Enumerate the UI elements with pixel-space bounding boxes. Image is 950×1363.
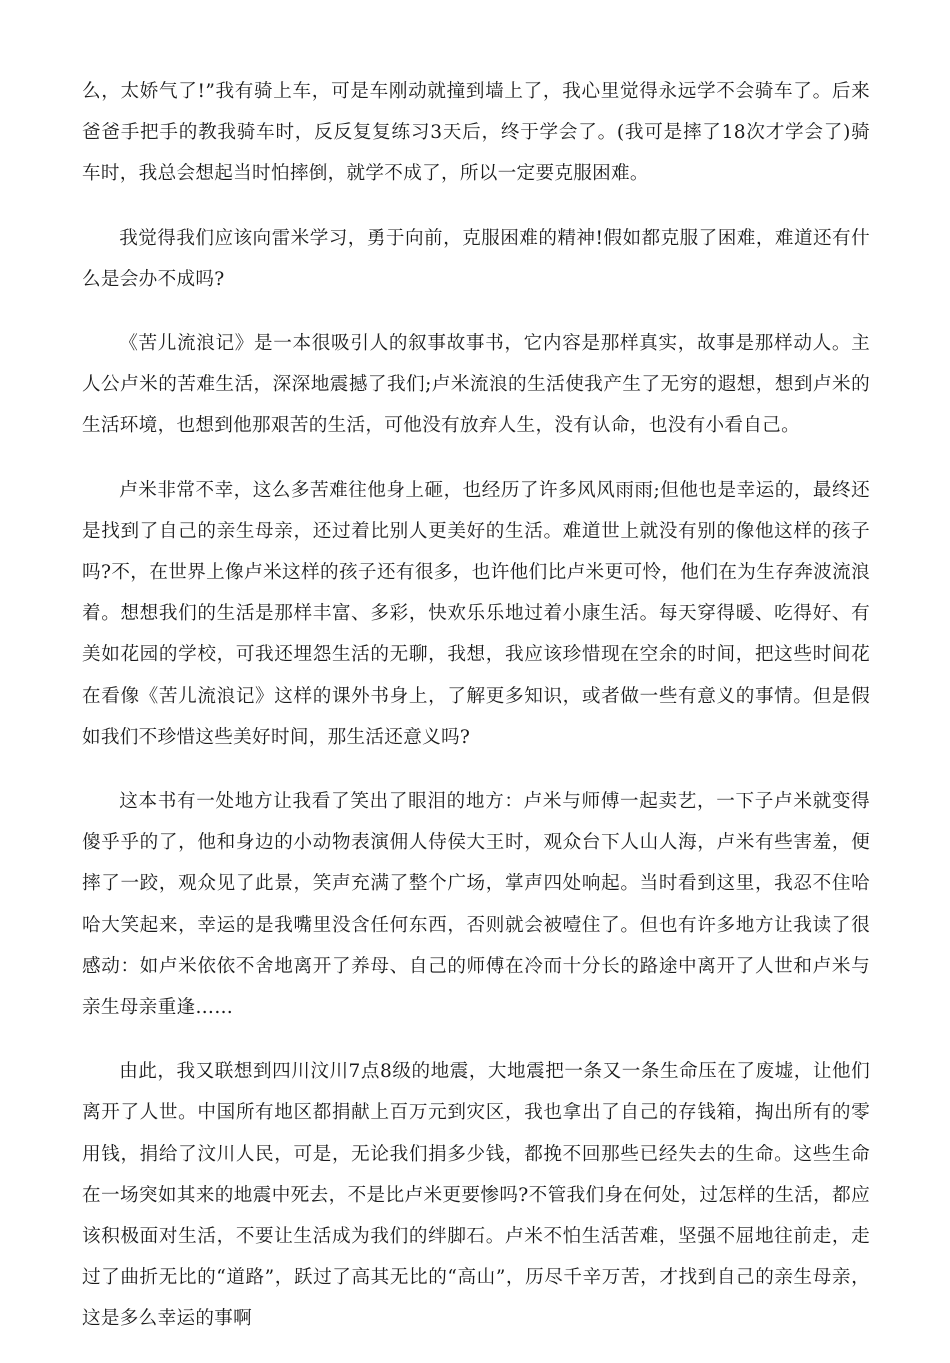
paragraph-4: 卢米非常不幸，这么多苦难往他身上砸，也经历了许多风风雨雨;但他也是幸运的，最终还是找到了自己的亲生母亲，还过着比别人更美好的生活。难道世上就没有别的像他这样的孩子吗?不，在世界上像卢米这样的孩子还有很多，也许他们比卢米更可怜，他们在为生存奔波流浪着。想想我们的生活是那样丰富、多彩，快欢乐乐地过着小康生活。每天穿得暖、吃得好、有美如花园的学校，可我还埋怨生活的无聊，我想，我应该珍惜现在空余的时间，把这些时间花在看像《苦儿流浪记》这样的课外书身上，了解更多知识，或者做一些有意义的事情。但是假如我们不珍惜这些美好时间，那生活还意义吗? — [82, 479, 870, 748]
document-body — [82, 71, 870, 1363]
paragraph-1: 么，太娇气了!”我有骑上车，可是车刚动就撞到墙上了，我心里觉得永远学不会骑车了。后来爸爸手把手的教我骑车时，反反复复练习3天后，终于学会了。(我可是摔了18次才学会了)骑车时，我总会想起当时怕摔倒，就学不成了，所以一定要克服困难。 — [82, 81, 870, 185]
paragraph-5: 这本书有一处地方让我看了笑出了眼泪的地方：卢米与师傅一起卖艺，一下子卢米就变得傻乎乎的了，他和身边的小动物表演佣人侍侯大王时，观众台下人山人海，卢米有些害羞，便摔了一跤，观众见了此景，笑声充满了整个广场，掌声四处响起。当时看到这里，我忍不住哈哈大笑起来，幸运的是我嘴里没含任何东西，否则就会被噎住了。但也有许多地方让我读了很感动：如卢米依依不舍地离开了养母、自己的师傅在冷而十分长的路途中离开了人世和卢米与亲生母亲重逢…… — [82, 791, 870, 1019]
paragraph-2: 我觉得我们应该向雷米学习，勇于向前，克服困难的精神!假如都克服了困难，难道还有什么是会办不成吗? — [82, 227, 870, 290]
paragraph-3: 《苦儿流浪记》是一本很吸引人的叙事故事书，它内容是那样真实，故事是那样动人。主人公卢米的苦难生活，深深地震撼了我们;卢米流浪的生活使我产生了无穷的遐想，想到卢米的生活环境，也想到他那艰苦的生活，可他没有放弃人生，没有认命，也没有小看自己。 — [82, 333, 870, 437]
paragraph-6: 由此，我又联想到四川汶川7点8级的地震，大地震把一条又一条生命压在了废墟，让他们离开了人世。中国所有地区都捐献上百万元到灾区，我也拿出了自己的存钱箱，掏出所有的零用钱，捐给了汶川人民，可是，无论我们捐多少钱，都挽不回那些已经失去的生命。这些生命在一场突如其来的地震中死去，不是比卢米更要惨吗?不管我们身在何处，过怎样的生活，都应该积极面对生活，不要让生活成为我们的绊脚石。卢米不怕生活苦难，坚强不屈地往前走，走过了曲折无比的“道路”，跃过了高其无比的“高山”，历尽千辛万苦，才找到自己的亲生母亲，这是多么幸运的事啊 — [82, 1061, 870, 1330]
